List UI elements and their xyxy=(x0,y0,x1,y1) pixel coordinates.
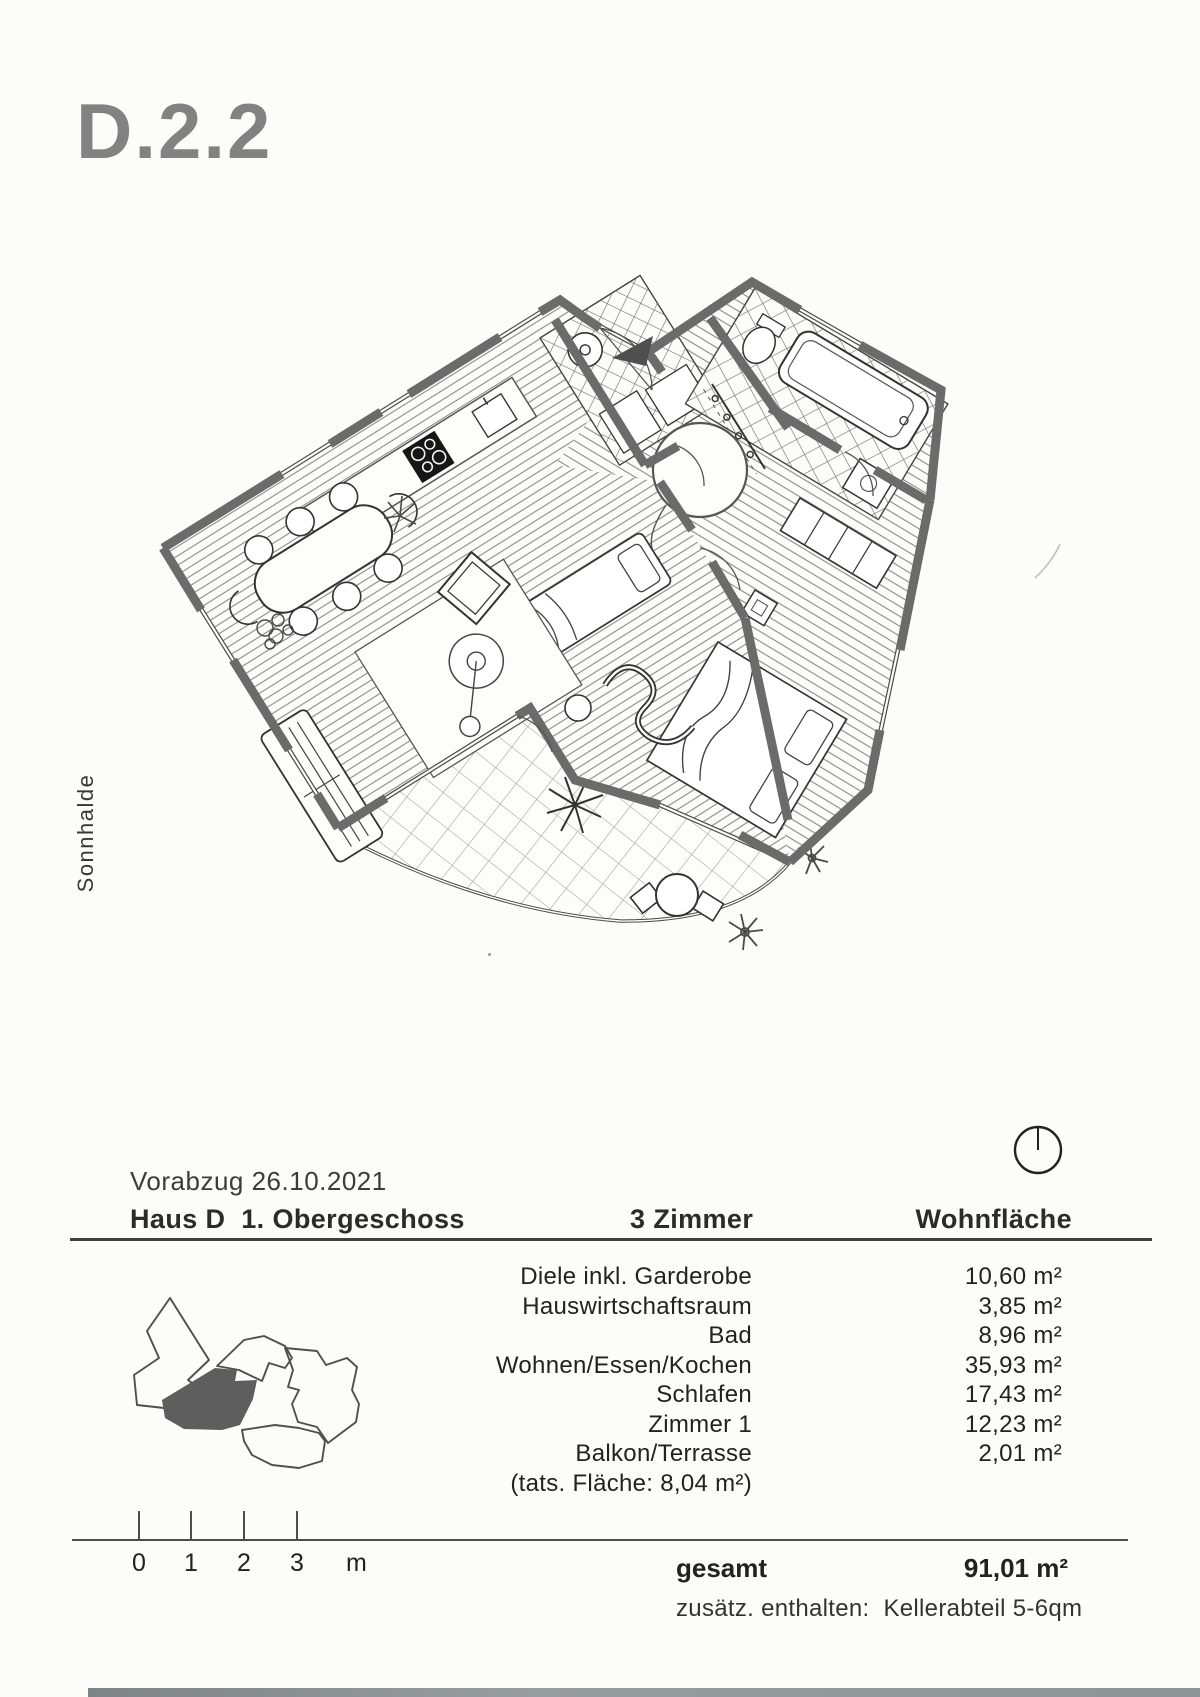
table-row: Balkon/Terrasse 2,01 m² xyxy=(575,1440,1062,1467)
compass-icon xyxy=(1010,1122,1066,1178)
header-divider xyxy=(70,1238,1152,1241)
scale-tick xyxy=(190,1511,192,1539)
table-row: Wohnen/Essen/Kochen 35,93 m² xyxy=(495,1351,1062,1379)
scan-speck xyxy=(488,953,491,956)
scale-tick xyxy=(296,1511,298,1539)
header-house-floor: Haus D 1. Obergeschoss xyxy=(130,1204,465,1234)
cellar-note: zusätz. enthalten: Kellerabteil 5-6qm xyxy=(676,1595,1083,1622)
play-ball xyxy=(565,695,591,721)
scale-tick-label: 3 xyxy=(290,1549,304,1577)
header-living-area: Wohnfläche xyxy=(915,1204,1072,1234)
street-label: Sonnhalde xyxy=(73,773,98,893)
revision-date: Vorabzug 26.10.2021 xyxy=(130,1166,387,1196)
total-value: 91,01 m² xyxy=(963,1553,1068,1583)
room-area-table xyxy=(420,1262,1062,1498)
key-plan-building-d xyxy=(242,1425,325,1468)
table-row: Diele inkl. Garderobe 10,60 m² xyxy=(520,1263,1062,1290)
key-plan xyxy=(112,1248,392,1488)
scan-edge-strip xyxy=(88,1688,1200,1697)
table-row: Schlafen 17,43 m² xyxy=(656,1381,1062,1408)
scan-artifact xyxy=(1030,540,1064,584)
page-title: D.2.2 xyxy=(76,87,273,175)
shrub-icon xyxy=(729,914,763,950)
header-room-count: 3 Zimmer xyxy=(630,1204,754,1234)
key-plan-highlighted-unit xyxy=(162,1368,257,1430)
scale-tick-label: 2 xyxy=(237,1549,251,1577)
table-row: Bad 8,96 m² xyxy=(708,1322,1062,1349)
table-row: (tats. Fläche: 8,04 m²) xyxy=(510,1469,752,1497)
table-row: Zimmer 1 12,23 m² xyxy=(648,1410,1062,1438)
scale-tick xyxy=(243,1511,245,1539)
balcony-table xyxy=(656,874,698,916)
round-table xyxy=(653,423,747,517)
floor-plan-drawing xyxy=(100,260,1000,970)
table-row: Hauswirtschaftsraum 3,85 m² xyxy=(522,1292,1062,1320)
scale-tick-label: 0 xyxy=(132,1549,146,1577)
scale-tick-label: 1 xyxy=(184,1549,198,1577)
total-label: gesamt xyxy=(676,1553,768,1583)
scale-tick xyxy=(138,1511,140,1539)
scale-unit-label: m xyxy=(346,1549,367,1577)
key-plan-building-c xyxy=(285,1348,359,1443)
scale-bar-line xyxy=(72,1539,1128,1541)
